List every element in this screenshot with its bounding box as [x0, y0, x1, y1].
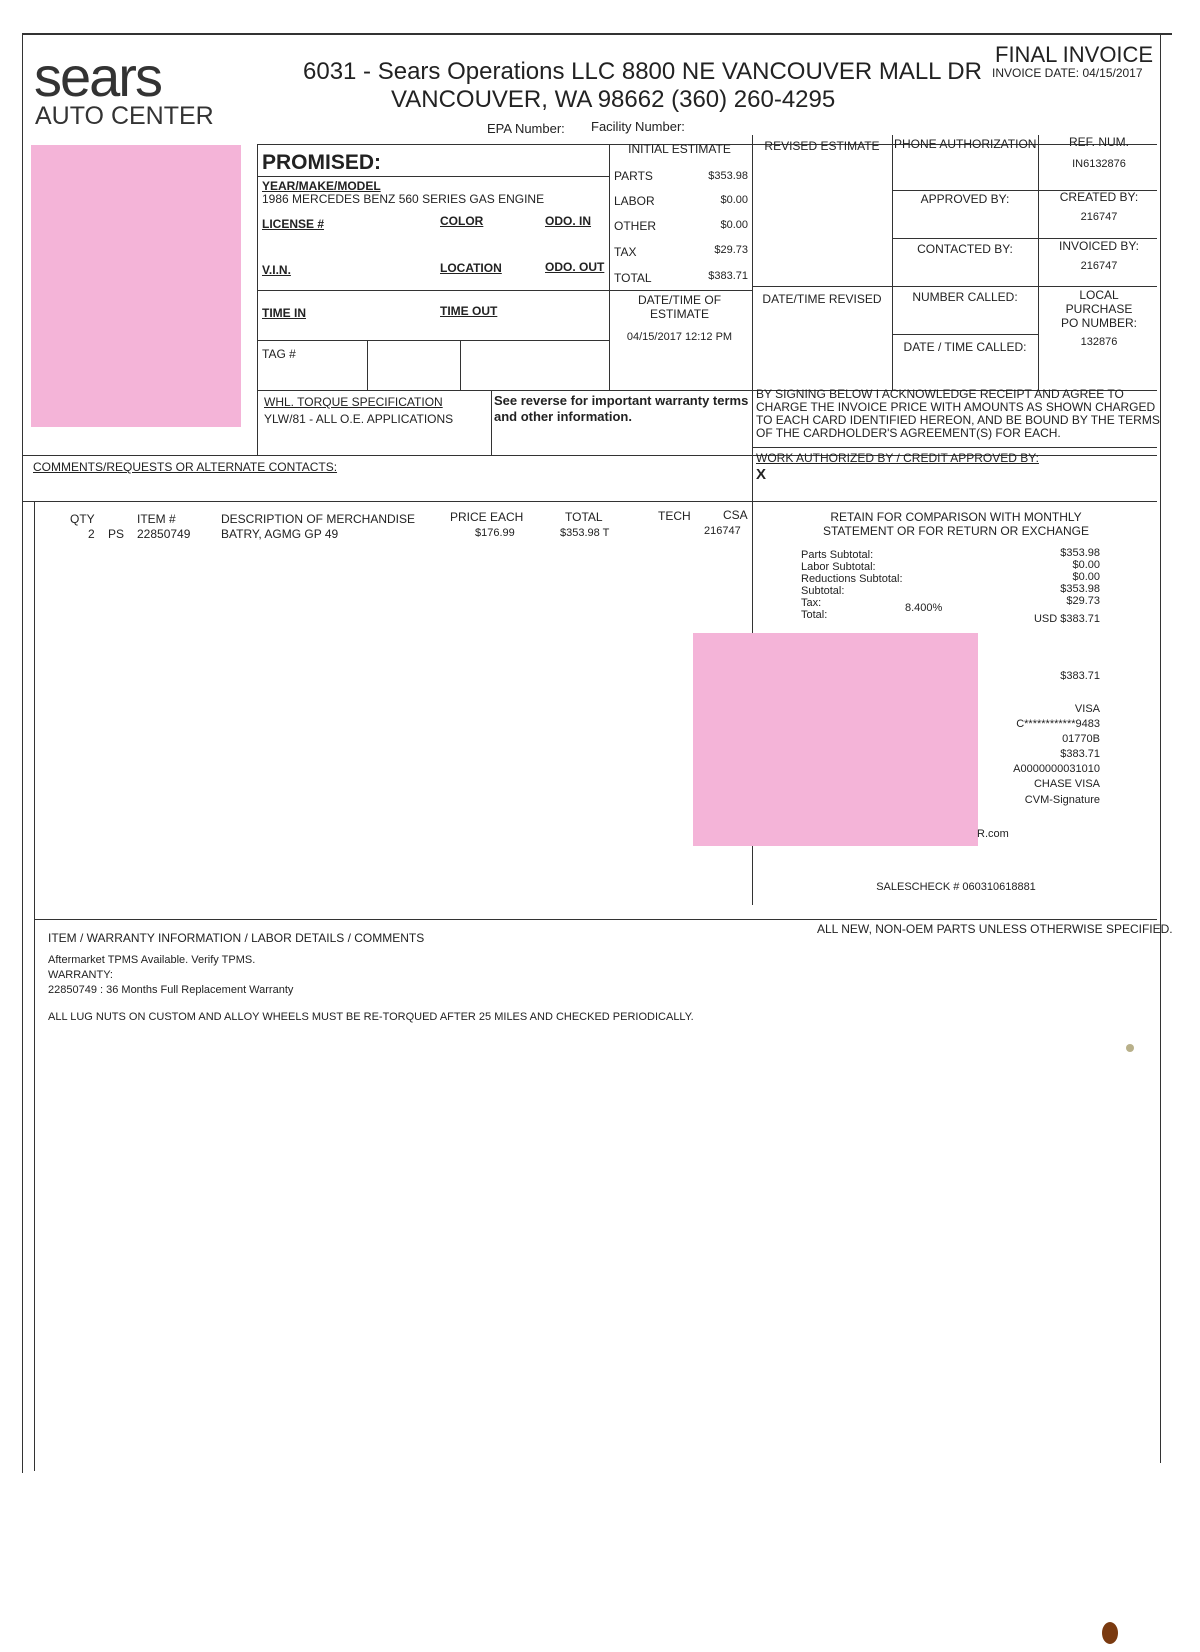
po-number-label: PURCHASE — [1065, 302, 1133, 316]
location-label: LOCATION — [440, 261, 502, 275]
store-address-line2: VANCOUVER, WA 98662 (360) 260-4295 — [391, 86, 836, 113]
redaction-block — [31, 145, 241, 427]
parts-subtotal-value: $353.98 — [1060, 547, 1100, 559]
grid-line — [752, 286, 1157, 287]
number-called-label: NUMBER CALLED: — [912, 290, 1018, 304]
revised-datetime-label: DATE/TIME REVISED — [762, 292, 882, 306]
estimate-parts-value: $353.98 — [708, 170, 748, 182]
total-label: Total: — [801, 609, 828, 621]
row-price-each: $176.99 — [475, 527, 515, 539]
grid-line — [22, 501, 1157, 502]
card-number: C************9483 — [1016, 718, 1100, 730]
contacted-by-label: CONTACTED BY: — [917, 242, 1013, 256]
non-oem-parts-note: ALL NEW, NON-OEM PARTS UNLESS OTHERWISE SPECIFIED. — [817, 922, 1173, 936]
document-title: FINAL INVOICE — [995, 42, 1154, 67]
tag-label: TAG # — [262, 347, 296, 361]
estimate-datetime-value: 04/15/2017 12:12 PM — [626, 331, 733, 343]
auth-code: 01770B — [1062, 733, 1100, 745]
col-header-item: ITEM # — [137, 512, 176, 526]
tax-label: Tax: — [801, 597, 822, 609]
subtotal-label: Subtotal: — [801, 585, 845, 597]
reductions-subtotal-label: Reductions Subtotal: — [801, 573, 903, 585]
labor-subtotal-value: $0.00 — [1072, 559, 1100, 571]
card-type: VISA — [1074, 703, 1100, 715]
footer-section-header: ITEM / WARRANTY INFORMATION / LABOR DETAILS / COMMENTS — [48, 931, 425, 945]
redaction-block — [693, 633, 978, 846]
grid-line — [460, 340, 461, 390]
phone-authorization-label: PHONE AUTHORIZATION — [894, 137, 1037, 151]
lug-nuts-note: ALL LUG NUTS ON CUSTOM AND ALLOY WHEELS MUST BE RE-TORQUED AFTER 25 MILES AND CHECKED PERIODICALLY. — [48, 1011, 694, 1023]
agreement-text: TO EACH CARD IDENTIFIED HEREON, AND BE BOUND BY THE TERMS — [756, 413, 1160, 427]
estimate-tax-value: $29.73 — [714, 244, 748, 256]
agreement-text: CHARGE THE INVOICE PRICE WITH AMOUNTS AS SHOWN CHARGED — [756, 400, 1156, 414]
warranty-label: WARRANTY: — [48, 969, 113, 981]
odo-out-label: ODO. OUT — [545, 260, 605, 274]
po-number-label: LOCAL — [1079, 288, 1119, 302]
tax-rate: 8.400% — [905, 602, 943, 614]
initial-estimate-title: INITIAL ESTIMATE — [628, 142, 731, 156]
grid-line — [1038, 135, 1039, 390]
grid-line — [257, 144, 258, 455]
agreement-text: OF THE CARDHOLDER'S AGREEMENT(S) FOR EACH. — [756, 426, 1061, 440]
torque-spec-value: YLW/81 - ALL O.E. APPLICATIONS — [264, 412, 454, 426]
store-address-line1: 6031 - Sears Operations LLC 8800 NE VANCOUVER MALL DR — [303, 58, 982, 85]
approved-by-label: APPROVED BY: — [920, 192, 1010, 206]
row-total: $353.98 T — [560, 527, 610, 539]
col-header-description: DESCRIPTION OF MERCHANDISE — [221, 512, 416, 526]
payment-amount: $383.71 — [1060, 670, 1100, 682]
grid-line — [491, 390, 492, 455]
col-header-tech: TECH — [658, 509, 691, 523]
tpms-note: Aftermarket TPMS Available. Verify TPMS. — [48, 954, 256, 966]
tax-value: $29.73 — [1066, 595, 1100, 607]
estimate-total-value: $383.71 — [708, 270, 748, 282]
grid-line — [609, 144, 610, 390]
grid-line — [367, 340, 368, 390]
estimate-other-value: $0.00 — [720, 219, 748, 231]
po-number-value: 132876 — [1080, 336, 1118, 348]
estimate-labor-label: LABOR — [614, 194, 655, 208]
promised-label: PROMISED: — [262, 151, 382, 174]
labor-subtotal-label: Labor Subtotal: — [801, 561, 876, 573]
application-id: A0000000031010 — [1013, 763, 1100, 775]
date-time-called-label: DATE / TIME CALLED: — [903, 340, 1027, 354]
torque-spec-label: WHL. TORQUE SPECIFICATION — [264, 395, 443, 409]
warranty-terms-note: See reverse for important warranty terms — [494, 393, 749, 408]
reductions-subtotal-value: $0.00 — [1072, 571, 1100, 583]
warranty-terms-note: and other information. — [494, 409, 632, 424]
col-header-qty: QTY — [70, 512, 95, 526]
total-value: USD $383.71 — [1033, 613, 1100, 625]
payment-amount-2: $383.71 — [1060, 748, 1100, 760]
col-header-price: PRICE EACH — [450, 510, 524, 524]
ymm-value: 1986 MERCEDES BENZ 560 SERIES GAS ENGINE — [262, 192, 545, 206]
time-out-label: TIME OUT — [440, 304, 498, 318]
estimate-tax-label: TAX — [614, 245, 637, 259]
epa-number-label: EPA Number: — [487, 121, 565, 136]
partial-text: R.com — [977, 828, 1009, 840]
frame-top-line — [22, 33, 1172, 35]
stain-mark — [1126, 1044, 1134, 1052]
estimate-labor-value: $0.00 — [720, 194, 748, 206]
comments-label: COMMENTS/REQUESTS OR ALTERNATE CONTACTS: — [33, 460, 338, 474]
estimate-total-label: TOTAL — [614, 271, 652, 285]
retain-note: STATEMENT OR FOR RETURN OR EXCHANGE — [822, 524, 1089, 538]
vin-label: V.I.N. — [262, 263, 291, 277]
card-name: CHASE VISA — [1033, 778, 1100, 790]
stain-mark — [1102, 1622, 1118, 1644]
grid-line — [892, 334, 1038, 335]
row-qty: 2 — [88, 527, 95, 541]
revised-estimate-label: REVISED ESTIMATE — [764, 139, 880, 153]
estimate-parts-label: PARTS — [614, 169, 653, 183]
subtotal-value: $353.98 — [1060, 583, 1100, 595]
odo-in-label: ODO. IN — [545, 214, 592, 228]
grid-line — [34, 919, 1157, 920]
frame-right-line — [1160, 33, 1161, 1463]
grid-line — [892, 135, 893, 390]
created-by-label: CREATED BY: — [1059, 190, 1139, 204]
estimate-datetime-label: DATE/TIME OF — [637, 293, 722, 307]
license-label: LICENSE # — [262, 217, 325, 231]
grid-line — [257, 176, 609, 177]
color-label: COLOR — [440, 214, 484, 228]
grid-line — [34, 501, 35, 1471]
row-type: PS — [108, 527, 125, 541]
estimate-other-label: OTHER — [614, 219, 656, 233]
salescheck-number: SALESCHECK # 060310618881 — [876, 881, 1036, 893]
work-authorized-label: WORK AUTHORIZED BY / CREDIT APPROVED BY: — [756, 451, 1039, 465]
invoiced-by-label: INVOICED BY: — [1058, 239, 1140, 253]
ymm-label: YEAR/MAKE/MODEL — [262, 179, 381, 193]
col-header-total: TOTAL — [565, 510, 603, 524]
row-description: BATRY, AGMG GP 49 — [221, 527, 339, 541]
frame-left-line — [22, 33, 23, 1473]
col-header-csa: CSA — [723, 508, 748, 522]
grid-line — [257, 340, 609, 341]
cvm-method: CVM-Signature — [1024, 794, 1100, 806]
ref-num-label: REF. NUM. — [1069, 135, 1129, 149]
parts-subtotal-label: Parts Subtotal: — [801, 549, 874, 561]
warranty-text: 22850749 : 36 Months Full Replacement Warranty — [48, 984, 294, 996]
brand-logo: sears — [34, 45, 161, 108]
row-csa: 216747 — [704, 525, 741, 537]
agreement-text: BY SIGNING BELOW I ACKNOWLEDGE RECEIPT AND AGREE TO — [756, 387, 1124, 401]
ref-num-value: IN6132876 — [1072, 158, 1126, 170]
retain-note: RETAIN FOR COMPARISON WITH MONTHLY — [830, 510, 1082, 524]
po-number-label: PO NUMBER: — [1060, 316, 1137, 330]
invoiced-by-value: 216747 — [1080, 260, 1118, 272]
grid-line — [752, 447, 1157, 448]
facility-number-label: Facility Number: — [591, 119, 685, 134]
invoice-date: INVOICE DATE: 04/15/2017 — [992, 66, 1143, 80]
signature-line: X — [756, 466, 767, 483]
estimate-datetime-label: ESTIMATE — [649, 307, 710, 321]
created-by-value: 216747 — [1080, 211, 1118, 223]
grid-line — [257, 290, 752, 291]
time-in-label: TIME IN — [262, 306, 306, 320]
row-item-number: 22850749 — [137, 527, 191, 541]
brand-subtitle: AUTO CENTER — [35, 102, 214, 130]
